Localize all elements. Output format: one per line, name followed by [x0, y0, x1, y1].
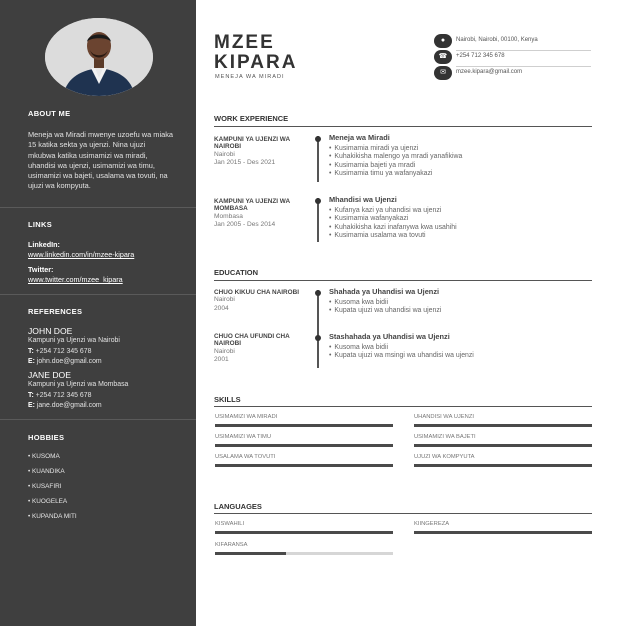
language-item — [215, 521, 393, 527]
education-school-block — [214, 333, 309, 365]
email-prefix: E: — [28, 358, 35, 365]
location-icon: ● — [434, 34, 452, 48]
languages-title: LANGUAGES — [214, 502, 262, 511]
language-bar-track — [215, 531, 393, 534]
timeline-line — [317, 290, 319, 368]
link-linkedin — [28, 240, 188, 259]
timeline-dot — [315, 290, 321, 296]
graduation-year: 2004 — [214, 305, 229, 312]
reference-email[interactable]: john.doe@gmail.com — [36, 358, 102, 365]
contact-phone — [434, 50, 591, 64]
language-bar-fill — [414, 531, 592, 534]
education-item: • Kusoma kwa bidii — [329, 299, 591, 307]
skill-item — [414, 454, 592, 460]
job-title: MENEJA WA MIRADI — [215, 74, 285, 80]
skill-item — [215, 454, 393, 460]
company-city: Mombasa — [214, 212, 243, 220]
sidebar-divider — [0, 294, 196, 295]
education-item: • Kupata ujuzi wa msingi wa uhandisi wa ujenzi — [329, 352, 591, 360]
reference-name: JANE DOE — [28, 370, 71, 380]
skill-name: USIMAMIZI WA BAJETI — [414, 434, 476, 440]
skill-item — [215, 434, 393, 440]
email-prefix: E: — [28, 402, 35, 409]
skills-title: SKILLS — [214, 395, 241, 404]
skill-bar-fill — [215, 424, 393, 427]
duty-item: • Kusimamia miradi ya ujenzi — [329, 145, 591, 153]
references-title: REFERENCES — [28, 307, 83, 316]
experience-details — [329, 133, 591, 179]
education-school-block — [214, 289, 309, 314]
language-bar-track — [215, 552, 393, 555]
contact-address — [434, 34, 591, 48]
language-bar-track — [414, 531, 592, 534]
skill-name: UJUZI WA KOMPYUTA — [414, 454, 475, 460]
contact-email — [434, 66, 591, 80]
last-name: KIPARA — [214, 52, 298, 73]
reference-phone-row — [28, 347, 188, 358]
education-details — [329, 332, 591, 361]
education-details — [329, 287, 591, 316]
phone-prefix: T: — [28, 347, 34, 355]
skill-item — [215, 414, 393, 420]
skill-name: USIMAMIZI WA TIMU — [215, 434, 272, 440]
duty-item: • Kuhakikisha malengo ya mradi yanafikiwa — [329, 153, 591, 161]
first-name: MZEE — [214, 32, 275, 53]
job-role: Meneja wa Miradi — [329, 133, 390, 142]
twitter-label: Twitter: — [28, 265, 54, 274]
email-icon: ✉ — [434, 66, 452, 80]
links-title: LINKS — [28, 220, 52, 229]
skill-bar-track — [215, 424, 393, 427]
language-name: KIINGEREZA — [414, 521, 450, 527]
experience-details — [329, 195, 591, 241]
job-role: Mhandisi wa Ujenzi — [329, 195, 397, 204]
linkedin-link[interactable]: www.linkedin.com/in/mzee-kipara — [28, 250, 135, 259]
skill-bar-track — [215, 444, 393, 447]
reference-item — [28, 326, 188, 368]
skill-name: USIMAMIZI WA MIRADI — [215, 414, 278, 420]
timeline-dot — [315, 335, 321, 341]
address-text: Nairobi, Nairobi, 00100, Kenya — [456, 37, 538, 43]
reference-item — [28, 370, 188, 412]
graduation-year: 2001 — [214, 356, 229, 364]
school-city: Nairobi — [214, 296, 235, 304]
skill-name: USALAMA WA TOVUTI — [215, 454, 276, 460]
skill-item — [414, 434, 592, 440]
skill-bar-track — [414, 444, 592, 447]
duty-item: • Kuhakikisha kazi inafanywa kwa usahihi — [329, 224, 591, 232]
skill-item — [414, 414, 592, 420]
references-section — [28, 307, 188, 316]
hobbies-section — [28, 433, 188, 442]
skill-bar-track — [414, 464, 592, 467]
email-text[interactable]: mzee.kipara@gmail.com — [456, 69, 523, 75]
about-title: ABOUT ME — [28, 109, 71, 118]
hobby-item: • KUANDIKA — [28, 468, 65, 475]
profile-photo — [45, 18, 153, 96]
skill-bar-track — [215, 464, 393, 467]
links-section — [28, 220, 188, 229]
language-name: KIFARANSA — [215, 542, 248, 548]
education-item: • Kusoma kwa bidii — [329, 344, 591, 352]
section-rule — [214, 513, 592, 514]
duty-item: • Kusimamia wafanyakazi — [329, 215, 591, 223]
hobby-item: • KUOGELEA — [28, 498, 68, 505]
language-item — [414, 521, 592, 527]
skill-bar-track — [414, 424, 592, 427]
duty-item: • Kusimamia usalama wa tovuti — [329, 232, 591, 240]
company-name: KAMPUNI YA UJENZI WA MOMBASA — [214, 198, 290, 213]
reference-company: Kampuni ya Ujenzi wa Mombasa — [28, 381, 129, 388]
education-title: EDUCATION — [214, 268, 259, 277]
degree-name: Shahada ya Uhandisi wa Ujenzi — [329, 287, 440, 296]
duty-item: • Kusimamia timu ya wafanyakazi — [329, 170, 591, 178]
education-item: • Kupata ujuzi wa uhandisi wa ujenzi — [329, 307, 591, 315]
language-item — [215, 542, 393, 548]
skill-name: UHANDISI WA UJENZI — [414, 414, 475, 420]
hobby-item: • KUPANDA MITI — [28, 513, 77, 520]
language-bar-fill — [215, 531, 393, 534]
phone-icon: ☎ — [434, 50, 452, 64]
school-name: CHUO CHA UFUNDI CHA NAIROBI — [214, 333, 290, 348]
candidate-name — [214, 33, 297, 73]
timeline-line — [317, 198, 319, 242]
twitter-link[interactable]: www.twitter.com/mzee_kipara — [28, 275, 123, 284]
language-bar-fill — [215, 552, 286, 555]
skill-bar-fill — [215, 464, 393, 467]
company-name: KAMPUNI YA UJENZI WA NAIROBI — [214, 136, 290, 151]
skill-bar-fill — [414, 424, 592, 427]
reference-email-row — [28, 401, 188, 412]
linkedin-label: LinkedIn: — [28, 240, 60, 249]
company-city: Nairobi — [214, 150, 235, 158]
profile-portrait-image — [45, 18, 153, 96]
sidebar-divider — [0, 207, 196, 208]
reference-email[interactable]: jane.doe@gmail.com — [36, 402, 102, 409]
about-text: Meneja wa Miradi mwenye uzoefu wa miaka 15 katika sekta ya ujenzi. Nina ujuzi mkubwa katika usimamizi wa miradi, uhandisi wa ujenzi, usimamizi wa timu, usimamizi wa bajeti, usalama wa tovuti, na ujuzi wa kompyuta. — [28, 130, 174, 191]
duty-item: • Kufanya kazi ya uhandisi wa ujenzi — [329, 207, 591, 215]
reference-phone-row — [28, 391, 188, 402]
reference-email-row — [28, 357, 188, 368]
employment-dates: Jan 2015 - Des 2021 — [214, 159, 276, 167]
experience-company-block — [214, 198, 309, 230]
timeline-dot — [315, 136, 321, 142]
reference-name: JOHN DOE — [28, 326, 73, 336]
sidebar — [0, 0, 196, 626]
degree-name: Stashahada ya Uhandisi wa Ujenzi — [329, 332, 450, 341]
link-twitter — [28, 265, 188, 284]
sidebar-divider — [0, 419, 196, 420]
reference-company: Kampuni ya Ujenzi wa Nairobi — [28, 337, 120, 344]
experience-title: WORK EXPERIENCE — [214, 114, 289, 123]
skill-bar-fill — [215, 444, 393, 447]
about-section — [28, 109, 188, 192]
skill-bar-fill — [414, 444, 592, 447]
school-name: CHUO KIKUU CHA NAIROBI — [214, 289, 299, 296]
hobby-item: • KUSOMA — [28, 453, 60, 460]
hobby-item: • KUSAFIRI — [28, 483, 62, 490]
section-rule — [214, 406, 592, 407]
hobbies-title: HOBBIES — [28, 433, 65, 442]
school-city: Nairobi — [214, 347, 235, 355]
employment-dates: Jan 2005 - Des 2014 — [214, 221, 276, 229]
reference-phone: +254 712 345 678 — [35, 347, 92, 355]
phone-text: +254 712 345 678 — [456, 53, 505, 59]
language-name: KISWAHILI — [215, 521, 245, 527]
skill-bar-fill — [414, 464, 592, 467]
section-rule — [214, 280, 592, 281]
phone-prefix: T: — [28, 391, 34, 399]
reference-phone: +254 712 345 678 — [35, 391, 92, 399]
timeline-dot — [315, 198, 321, 204]
timeline-line — [317, 136, 319, 182]
experience-company-block — [214, 136, 309, 168]
duty-item: • Kusimamia bajeti ya mradi — [329, 162, 591, 170]
section-rule — [214, 126, 592, 127]
